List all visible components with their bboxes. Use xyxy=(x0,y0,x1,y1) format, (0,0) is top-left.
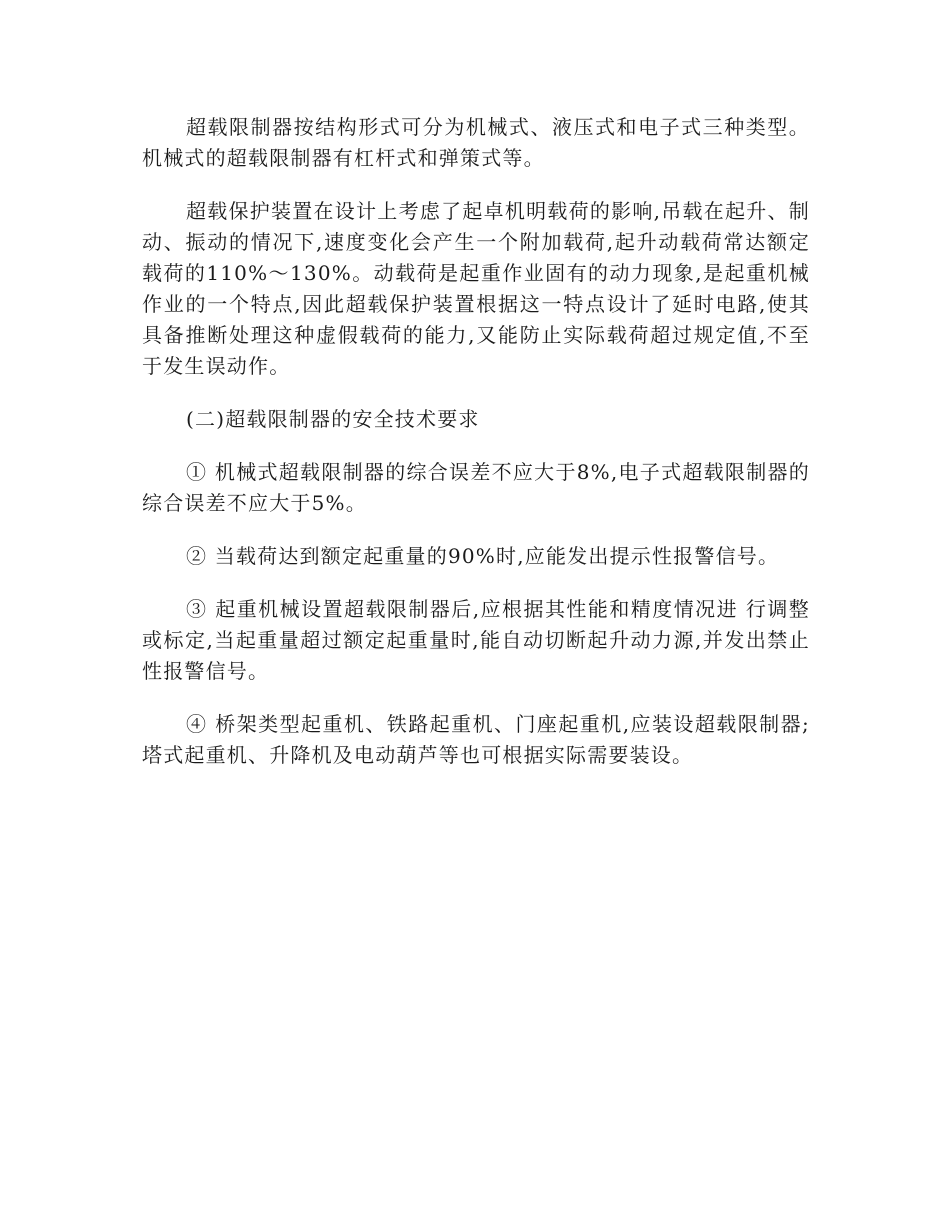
section-heading-safety-requirements: (二)超载限制器的安全技术要求 xyxy=(186,407,480,431)
paragraph-structure-types: 超载限制器按结构形式可分为机械式、液压式和电子式三种类型。机械式的超载限制器有杠杆式和弹策式等。 xyxy=(142,115,810,170)
paragraph-overload-protection: 超载保护装置在设计上考虑了起卓机明载荷的影响,吊载在起升、制动、振动的情况下,速度变化会产生一个附加载荷,起升动载荷常达额定载荷的110%～130%。动载荷是起重作业固有的动力现象,是起重机械作业的一个特点,因此超载保护装置根据这一特点设计了延时电路,使其具备推断处理这种虚假载荷的能力,又能防止实际载荷超过规定值,不至于发生误动作。 xyxy=(142,199,810,378)
document-body xyxy=(142,112,810,793)
requirement-item-2: ② 当载荷达到额定起重量的90%时,应能发出提示性报警信号。 xyxy=(186,544,780,568)
requirement-item-3: ③ 起重机械设置超载限制器后,应根据其性能和精度情况进 行调整或标定,当起重量超过额定起重量时,能自动切断起升动力源,并发出禁止性报警信号。 xyxy=(142,597,810,683)
requirement-item-1: ① 机械式超载限制器的综合误差不应大于8%,电子式超载限制器的综合误差不应大于5%。 xyxy=(142,460,810,515)
requirement-item-4: ④ 桥架类型起重机、铁路起重机、门座起重机,应装设超载限制器;塔式起重机、升降机及电动葫芦等也可根据实际需要装设。 xyxy=(142,712,810,767)
